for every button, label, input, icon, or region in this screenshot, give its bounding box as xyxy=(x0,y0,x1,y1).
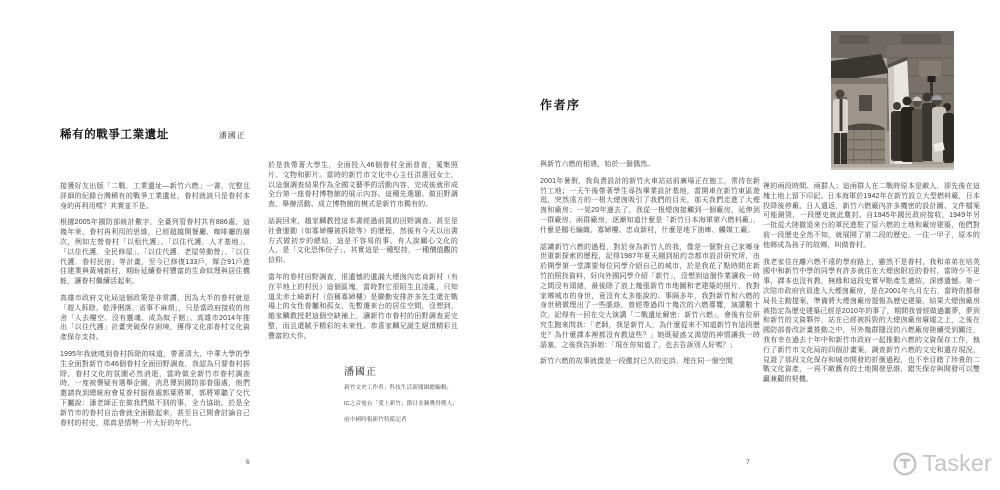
signature-bio-line: IC之音電台「愛上新竹」節目金鐘獎得獎人； xyxy=(344,401,458,408)
author-photo-illustration xyxy=(831,31,954,170)
signature-name: 潘國正 xyxy=(344,366,377,378)
article-title-row xyxy=(60,126,246,142)
body-paragraph: 根據2005年國防部統計數字，全臺列管眷村共有886處，這幾年來，眷村再利用的思維，已經超越開餐廳、咖啡廳的層次，例如左營眷村「以租代護」、「以住代護．人才基地」、「以住代護．全民修屋」、「以住代護．老屋勞動營」、「以住代護．眷村民宿」等計畫，至今已修復133戶，媒合91戶進住建業與黃埔新村，期盼延續眷村豐富的生命紋理與居住機能，讓眷村繼續活起來。 xyxy=(60,219,250,286)
watermark-label: Tasker xyxy=(922,450,992,476)
page-number-right: 7 xyxy=(746,459,750,466)
article-author: 潘國正 xyxy=(218,131,246,140)
preface-title: 作者序 xyxy=(540,98,581,112)
body-paragraph: 1995年我就嗅到眷村拆除的味道，帶著清大、中華大學的學生全面對新竹市46個眷村全面田野調查，我認為只要眷村拆除，眷村文化的氛圍必然消逝，當時做全新竹市眷村調查時，一度被懷疑有選舉企圖，消息傳到國防部眷服處，他們邀請我到總統府會見眷村服務處郭葉將軍，郭將軍聽了交代下屬說：潘老師正在做我們做不到的事，全力協助。於是全新竹市的眷村自治會就全面動起來，甚至自己開會討論自己眷村的村史，那真是情勢一片大好的年代。 xyxy=(60,350,250,427)
body-paragraph: 於是我帶著大學生，全面投入46個眷村全面普查，蒐集照片、文物和影片。當時的新竹市文化中心主任洪惠冠女士，以這個調查結果作為全國文藝季的活動內容，完成後就形成全台第一座眷村博物館的展示內容。這種先選題、做田野調查、舉辦活動、成立博物館的模式是新竹市獨有的。 xyxy=(268,162,458,209)
body-paragraph: 認識新竹六燃的過程，對於身為新竹人的我，像是一個對自己家鄉身世重新探索的歷程，記得1987年夏天剛到紐約念都市設計研究所，由於開學第一堂課要每位同學介紹自己的城市，於是我花了點時間在新竹拍照找資料，好向外國同學介紹「新竹」，沒想到這個作業讓我一時之間沒有頭緒，最後除了放上幾張新竹市地圖和老建築的照片，我對家鄉城市的身世，竟沒有太多能說的。事隔多年，我對新竹和六燃的身世稍微理出了一些脈絡，曾經帶過四十幾次的六燃導覽，演講數十次，記得有一回在交大演講「二戰遺址解密：新竹六燃」，會後有位研究生跑來問我：「老師，我是新竹人，為什麼從來不知道新竹有這段歷史？為什麼課本裡都沒有教這些？」她既疑惑又渴望的神情讓我一時語塞，之後我告訴她：「現在你知道了，也去告訴別人好嗎？」 xyxy=(540,243,760,349)
body-paragraph: 接獲好友出版「二戰．工業遺址—新竹六燃」一書，完整且詳細的紀錄台灣稀有的戰爭工業遺址，眷村就該只是眷村本身的再利用嗎？其實並不是。 xyxy=(60,183,250,210)
body-paragraph: 話說回來，趙家麟教授這本書經過前置的田野調查、甚至是社會運動（如寡婦樓被拆除等）的歷程，然後有今天以出書方式做初步的總結，這是不容易的事，有人說關心文化的人，是「文化恐怖份子」，其實這是一種堅持，一種價值觀的信仰。 xyxy=(268,217,458,265)
author-signature-block xyxy=(268,368,458,426)
body-paragraph: 裡的兩段時間、兩群人；這兩群人在二戰時原本是敵人，卻先後在這塊土地上留下印記。日本海軍於1942年在新竹設立大型燃料廠，日本投降後停廠、日人遣返，新竹六燃廠內許多機密的設計圖、文件檔案可能銷毀，一段歷史就此塵封。自1945年國民政府接收，1949年另一批從大陸撤退來台的軍民進駐了原六燃的土地和廠房建築，他們對前一段歷史全然不知，就展開了第二段的歷史，一住一甲子，原本的他鄉成為孩子的故鄉，叫做眷村。 xyxy=(763,183,980,249)
body-paragraph: 新竹六燃的故事就像是一段塵封已久的史詩，埋在同一個空間 xyxy=(540,358,734,366)
body-paragraph: 我老家住在離六燃不遠的學府路上，雖然不是眷村，我和弟弟在培英國中和新竹中學的同學有許多就住在大煙囪附近的眷村，當時少不更事，課本也沒有教，無緣和這段史實早點產生連結，深感遺憾。第一次陪市政府官員進入大煙囪廠房，是在2001年九月左右，當時的都發局長主動提案，準備將大煙囪廠房提報為歷史建築，結果大煙囪廠房被指定為歷史建築已經是2010年的事了，期間我曾經做過噩夢，夢到和新竹的文資夥伴，站在已經被拆毀的大煙囪廠房廢墟之上，之後在國防部眷改計畫推動之中，另外幾群隱沒的六燃廠房陸續受到關注，我有幸在過去十年中和新竹市政府一起推動六燃的文資保存工作，執行了新竹市文化局的四個計畫案，調查新竹六燃的文史和遺存現況，見證了那段文化保存和城市開發的折衝過程，也不幸目睹了珍貴的二戰文化資產，一再不敵舊有的土地開發思維，錯失保存與開發可以雙贏兼顧的契機。 xyxy=(763,258,980,384)
author-photo xyxy=(831,31,954,170)
tasker-logo-icon xyxy=(892,451,918,477)
right-page-column-2 xyxy=(763,182,980,385)
right-page-column-1 xyxy=(540,160,760,367)
body-paragraph: 2001年暑假，我負責設計的新竹火車站站前廣場正在施工，常待在新竹工地；一天午後帶著學生尋找畢業設計基地，當開車在新竹東區遊逛，突然遠方的一根大煙囪吸引了我們的目光，那天我們走進了大煙囪和廠房；一晃20年過去了，我從一根煙囪接觸到一個廠房，延伸到一群廠房、兩群廠房，逐漸知道什麼是「新竹日本海軍第六燃料廠」，什麼是鵝毛編織、寡婦樓、忠貞新村，什麼是地下油庫、觸媒工廠。 xyxy=(540,177,760,234)
left-page-column-2 xyxy=(268,161,458,425)
left-page-column-1 xyxy=(60,182,250,428)
tasker-watermark xyxy=(892,450,992,477)
signature-bio-line: 新竹文史工作者；科技生活新聞網總編輯； xyxy=(344,385,453,392)
page-number-left: 6 xyxy=(246,459,250,466)
article-title: 稀有的戰爭工業遺址 xyxy=(60,129,169,141)
body-paragraph: 當年的眷村田野調查，很遺憾的遺漏大煙囪內忠貞新村（有在平地上的村民）這個區塊，當時對它很陌生且凌亂，只知道北赤土崎新村（俗稱寡婦樓）是聯勤安排許多先生還在戰場上的女性眷屬和孤女，先暫遷來台的居住空間，沒想到，趙家麟教授把這個空缺補上，讓新竹市眷村的田野調查更完整，而且還賦予精彩的未來性。恭喜家麟兄誕生絕頂精彩且豐富的大作。 xyxy=(268,273,458,340)
body-paragraph: 與新竹六燃的相遇，始於一個偶然。 xyxy=(540,161,655,168)
signature-bio-line: 前中國時報新竹特派記者 xyxy=(344,417,407,424)
body-paragraph: 高雄市政府文化局這個政策是非常讚，因為大半的眷村就是「趕人拆除、乾淨俐落、省事不麻煩」，只是當政府接收的房舍「人去樓空、沒有靈魂、成為蚊子館」。高雄市2014年推出「以住代護」計畫突破保存困境，獲得文化部眷村文化資產保存支持。 xyxy=(60,294,250,342)
